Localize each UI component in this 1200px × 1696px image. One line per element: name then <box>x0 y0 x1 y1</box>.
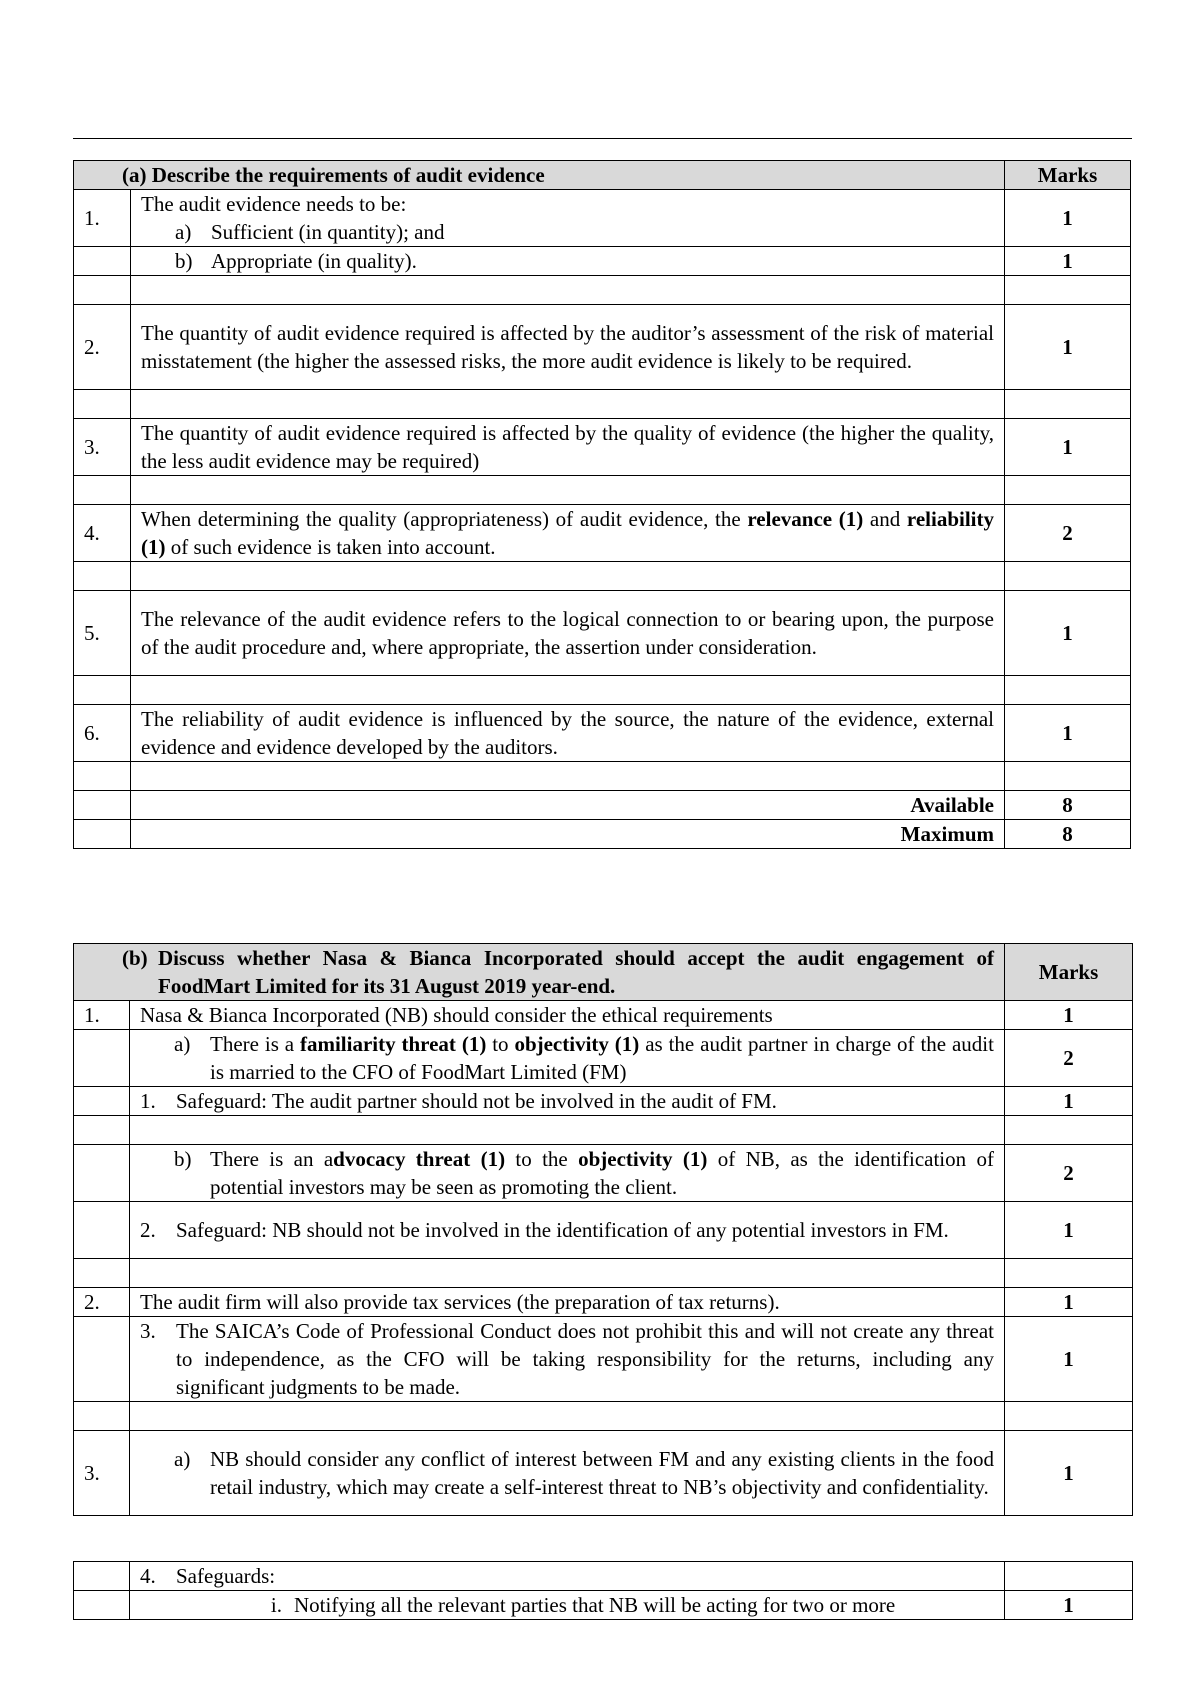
spacer-row <box>74 476 1131 505</box>
row-text <box>130 1202 1005 1259</box>
row-mark: 1 <box>1005 419 1131 476</box>
table-row <box>74 505 1131 562</box>
text-run: and <box>863 507 907 531</box>
row-mark: 2 <box>1005 1030 1133 1087</box>
sub-text: Safeguards: <box>176 1564 276 1588</box>
row-mark: 1 <box>1005 247 1131 276</box>
available-label: Available <box>131 791 1005 820</box>
text-run: of NB, as the identification of potential investors may be seen as promoting the client. <box>210 1147 994 1199</box>
heading-label: (b) <box>122 946 148 970</box>
row-text <box>130 1317 1005 1402</box>
spacer-row <box>74 676 1131 705</box>
sub-label: a) <box>175 220 192 244</box>
total-row <box>74 791 1131 820</box>
table-row <box>74 1431 1133 1516</box>
heading-text: Discuss whether Nasa & Bianca Incorporated should accept the audit engagement of FoodMart Limited for its 31 August 2019 year-end. <box>158 946 994 998</box>
sub-label: b) <box>174 1147 192 1171</box>
bold-run: objectivity (1) <box>578 1147 708 1171</box>
heading-block <box>122 944 994 1000</box>
row-text <box>130 1431 1005 1516</box>
bold-run: dvocacy threat (1) <box>333 1147 506 1171</box>
text-run: as the audit partner in charge of the audit is married to the CFO of FoodMart Limited (FM) <box>210 1032 994 1084</box>
sub-label: i. <box>270 1593 282 1617</box>
sub-label: b) <box>175 249 193 273</box>
row-number: 1. <box>74 190 131 247</box>
row-mark: 1 <box>1005 1001 1133 1030</box>
marks-header: Marks <box>1005 161 1131 190</box>
sub-text: Sufficient (in quantity); and <box>211 220 445 244</box>
sub-label: 1. <box>140 1089 156 1113</box>
row-mark: 1 <box>1005 1202 1133 1259</box>
table-row <box>74 1317 1133 1402</box>
row-number: 2. <box>74 1288 130 1317</box>
maximum-label: Maximum <box>131 820 1005 849</box>
table-row <box>74 1591 1133 1620</box>
total-row <box>74 820 1131 849</box>
row-mark: 1 <box>1005 1591 1133 1620</box>
sub-text: Safeguard: The audit partner should not be involved in the audit of FM. <box>176 1089 777 1113</box>
row-number: 3. <box>74 419 131 476</box>
sub-text: NB should consider any conflict of interest between FM and any existing clients in the food retail industry, which may create a self-interest threat to NB’s objectivity and confidentiality. <box>210 1447 994 1499</box>
row-text: The quantity of audit evidence required is affected by the quality of evidence (the higher the quality, the less audit evidence may be required) <box>131 419 1005 476</box>
row-number: 3. <box>74 1431 130 1516</box>
row-number: 6. <box>74 705 131 762</box>
sub-item <box>140 1591 994 1619</box>
bold-run: reliability (1) <box>141 507 994 559</box>
text-run: When determining the quality (appropriateness) of audit evidence, the <box>141 507 748 531</box>
row-text: The relevance of the audit evidence refers to the logical connection to or bearing upon, the purpose of the audit procedure and, where appropriate, the assertion under consideration. <box>131 591 1005 676</box>
sub-text: Appropriate (in quality). <box>211 249 417 273</box>
sub-label: 4. <box>140 1564 156 1588</box>
sub-label: a) <box>174 1447 191 1471</box>
row-mark: 2 <box>1005 1145 1133 1202</box>
bold-run: objectivity (1) <box>514 1032 640 1056</box>
marking-table-c <box>73 1561 1133 1620</box>
row-number: 1. <box>74 1001 130 1030</box>
row-mark: 1 <box>1005 1087 1133 1116</box>
marks-header: Marks <box>1005 944 1133 1001</box>
sub-item <box>140 1445 994 1501</box>
question-heading: (a) Describe the requirements of audit evidence <box>74 161 1005 190</box>
table-row <box>74 1562 1133 1591</box>
safeguard-item <box>140 1317 994 1401</box>
sub-item <box>140 1030 994 1086</box>
table-header <box>74 944 1133 1001</box>
sub-text: Notifying all the relevant parties that NB will be acting for two or more <box>294 1593 896 1617</box>
available-value: 8 <box>1005 791 1131 820</box>
text-run: to <box>486 1032 515 1056</box>
text-run: of such evidence is taken into account. <box>165 535 496 559</box>
table-row <box>74 190 1131 247</box>
table-row <box>74 1087 1133 1116</box>
safeguard-item <box>140 1216 994 1244</box>
row-text <box>130 1030 1005 1087</box>
row-text: The reliability of audit evidence is influenced by the source, the nature of the evidence, external evidence and evidence developed by the auditors. <box>131 705 1005 762</box>
text-run: to the <box>505 1147 579 1171</box>
row-text <box>131 247 1005 276</box>
table-row <box>74 705 1131 762</box>
question-heading <box>74 944 1005 1001</box>
sub-item <box>141 247 994 275</box>
row-mark: 2 <box>1005 505 1131 562</box>
text-run: There is an a <box>210 1147 334 1171</box>
row-mark: 1 <box>1005 190 1131 247</box>
spacer-row <box>74 276 1131 305</box>
marking-table-a <box>73 160 1131 849</box>
row-text: The quantity of audit evidence required is affected by the auditor’s assessment of the risk of material misstatement (the higher the assessed risks, the more audit evidence is likely to be required. <box>131 305 1005 390</box>
table-header <box>74 161 1131 190</box>
sub-item <box>140 1145 994 1201</box>
sub-label: a) <box>174 1032 191 1056</box>
bold-run: familiarity threat (1) <box>299 1032 487 1056</box>
header-rule <box>73 138 1132 139</box>
maximum-value: 8 <box>1005 820 1131 849</box>
row-text <box>130 1591 1005 1620</box>
row-number: 4. <box>74 505 131 562</box>
safeguard-item <box>140 1562 994 1590</box>
row-text <box>131 505 1005 562</box>
row-text <box>130 1087 1005 1116</box>
table-row <box>74 1202 1133 1259</box>
spacer-row <box>74 1259 1133 1288</box>
row-text <box>131 190 1005 247</box>
table-row <box>74 1288 1133 1317</box>
text-run: There is a <box>210 1032 300 1056</box>
table-row <box>74 419 1131 476</box>
table-row <box>74 247 1131 276</box>
empty-cell <box>74 247 131 276</box>
spacer-row <box>74 1402 1133 1431</box>
table-row <box>74 591 1131 676</box>
spacer-row <box>74 762 1131 791</box>
table-row <box>74 305 1131 390</box>
safeguard-item <box>140 1087 994 1115</box>
row-text <box>130 1145 1005 1202</box>
sub-text: The SAICA’s Code of Professional Conduct does not prohibit this and will not create any threat to independence, as the CFO will be taking responsibility for the returns, including any significant judgments to be made. <box>176 1319 994 1399</box>
row-mark: 1 <box>1005 1431 1133 1516</box>
row-number: 5. <box>74 591 131 676</box>
row-text: The audit firm will also provide tax services (the preparation of tax returns). <box>130 1288 1005 1317</box>
table-row <box>74 1001 1133 1030</box>
row-mark: 1 <box>1005 591 1131 676</box>
row-text <box>130 1562 1005 1591</box>
table-row <box>74 1030 1133 1087</box>
sub-label: 2. <box>140 1218 156 1242</box>
row-mark: 1 <box>1005 1288 1133 1317</box>
sub-item <box>141 218 994 246</box>
row-mark: 1 <box>1005 305 1131 390</box>
row-intro: The audit evidence needs to be: <box>141 192 407 216</box>
spacer-row <box>74 1116 1133 1145</box>
spacer-row <box>74 390 1131 419</box>
row-number: 2. <box>74 305 131 390</box>
table-row <box>74 1145 1133 1202</box>
sub-label: 3. <box>140 1319 156 1343</box>
sub-text: Safeguard: NB should not be involved in the identification of any potential investors in FM. <box>176 1218 949 1242</box>
row-text: Nasa & Bianca Incorporated (NB) should consider the ethical requirements <box>130 1001 1005 1030</box>
spacer-row <box>74 562 1131 591</box>
row-mark: 1 <box>1005 1317 1133 1402</box>
marking-table-b <box>73 943 1133 1516</box>
row-mark: 1 <box>1005 705 1131 762</box>
bold-run: relevance (1) <box>747 507 864 531</box>
